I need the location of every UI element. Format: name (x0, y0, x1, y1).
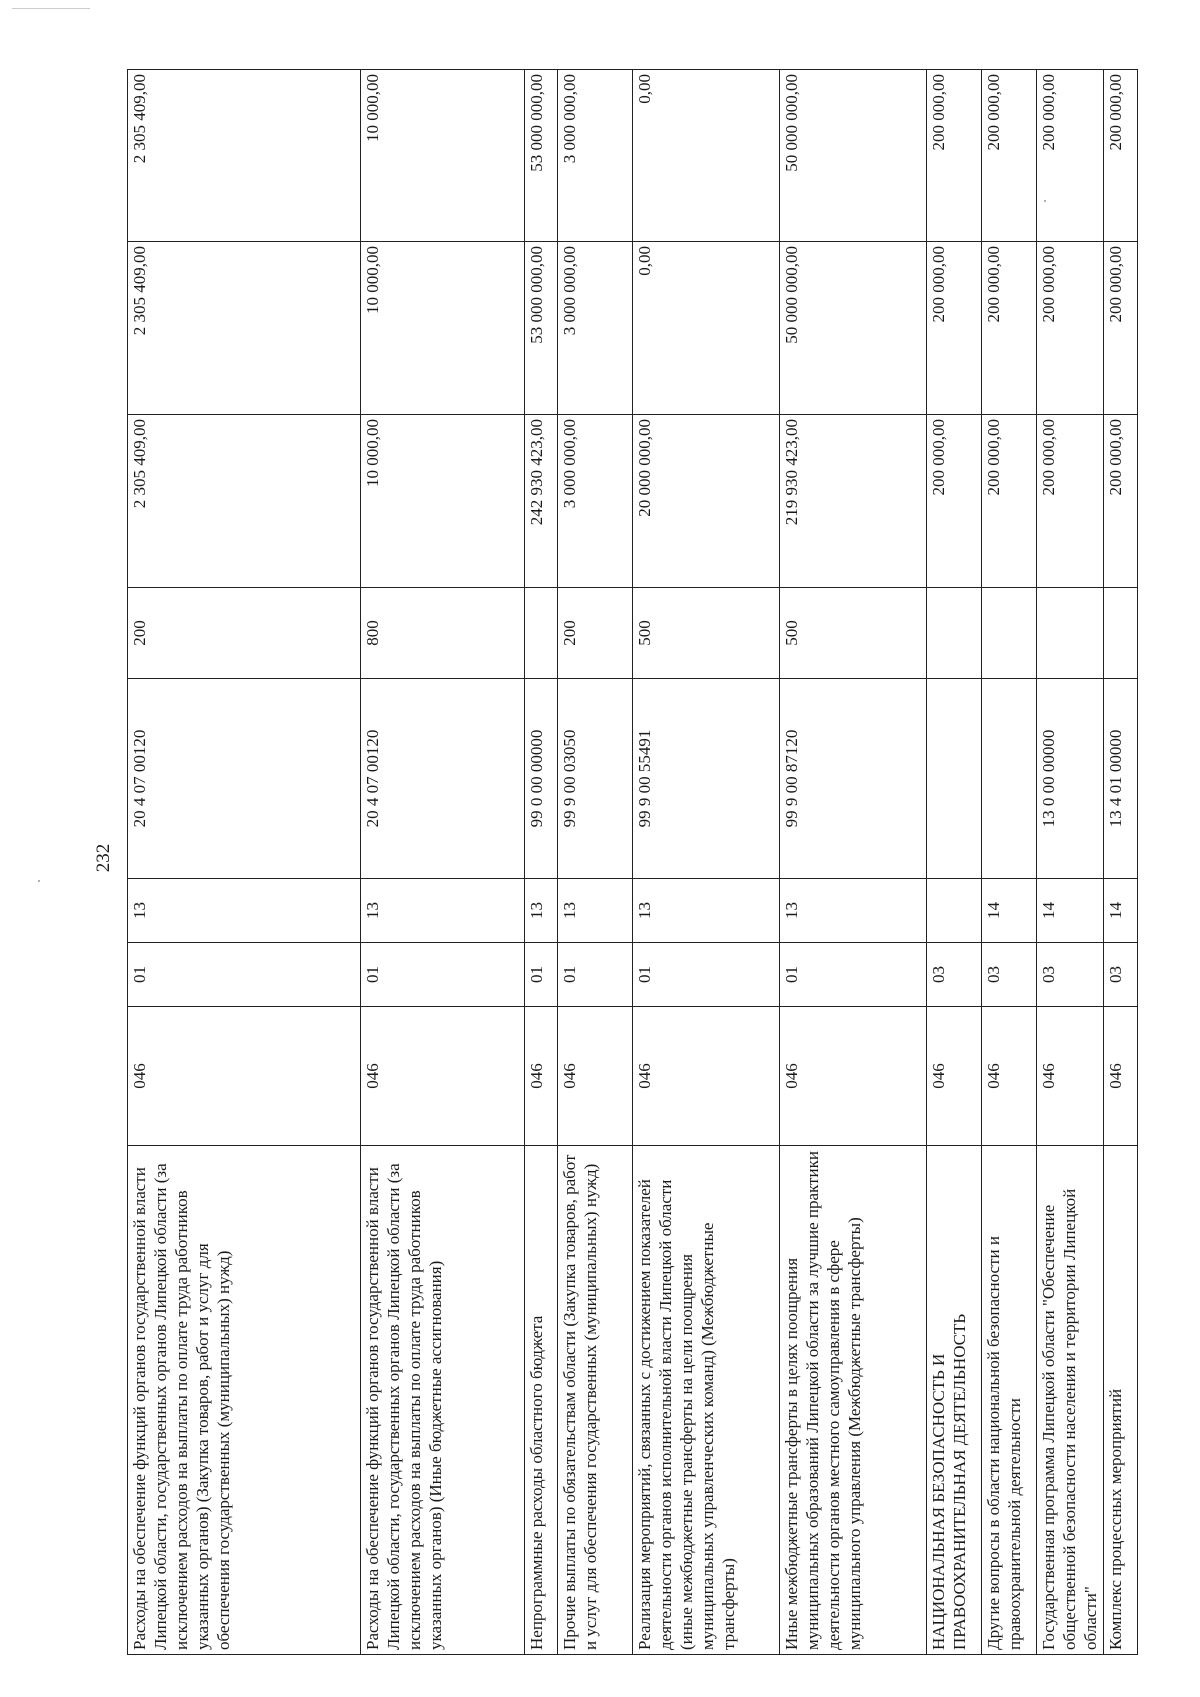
table-row (128, 70, 361, 1655)
rotated-page (127, 70, 1125, 1655)
target-article-cell (927, 679, 982, 879)
ministry-code-cell: 046 (525, 1007, 558, 1146)
table-body (128, 70, 1138, 1655)
target-article-cell: 99 9 00 55491 (633, 679, 780, 879)
expense-type-cell (525, 588, 558, 679)
sum-year-3-cell: 0,00 (633, 70, 780, 242)
sum-year-1-cell: 10 000,00 (361, 415, 525, 588)
table-row (927, 70, 982, 1655)
sum-year-2-cell: 10 000,00 (361, 242, 525, 415)
sum-year-1-cell: 200 000,00 (1037, 415, 1104, 588)
sum-year-2-cell: 200 000,00 (1104, 242, 1138, 415)
budget-table (127, 69, 1138, 1655)
target-article-cell: 99 9 00 03050 (558, 679, 633, 879)
expense-type-cell (1037, 588, 1104, 679)
sum-year-3-cell: 200 000,00 (927, 70, 982, 242)
scan-mark (12, 8, 90, 9)
description-cell: НАЦИОНАЛЬНАЯ БЕЗОПАСНОСТЬ И ПРАВООХРАНИТЕЛЬНАЯ ДЕЯТЕЛЬНОСТЬ (927, 1146, 982, 1655)
expense-type-cell: 800 (361, 588, 525, 679)
expense-type-cell (982, 588, 1037, 679)
section-code-cell: 03 (982, 943, 1037, 1007)
subsection-code-cell: 13 (128, 879, 361, 943)
description-cell: Прочие выплаты по обязательствам области (Закупка товаров, работ и услуг для обеспечения государственных (муниципальных) нужд) (558, 1146, 633, 1655)
sum-year-1-cell: 200 000,00 (1104, 415, 1138, 588)
sum-year-1-cell: 20 000 000,00 (633, 415, 780, 588)
sum-year-1-cell: 2 305 409,00 (128, 415, 361, 588)
table-row (1104, 70, 1138, 1655)
expense-type-cell: 200 (128, 588, 361, 679)
section-code-cell: 01 (558, 943, 633, 1007)
sum-year-1-cell: 200 000,00 (982, 415, 1037, 588)
sum-year-3-cell: 2 305 409,00 (128, 70, 361, 242)
target-article-cell (982, 679, 1037, 879)
sum-year-1-cell: 200 000,00 (927, 415, 982, 588)
target-article-cell: 13 0 00 00000 (1037, 679, 1104, 879)
section-code-cell: 01 (525, 943, 558, 1007)
section-code-cell: 01 (128, 943, 361, 1007)
sum-year-1-cell: 3 000 000,00 (558, 415, 633, 588)
ministry-code-cell: 046 (927, 1007, 982, 1146)
section-code-cell: 01 (361, 943, 525, 1007)
ministry-code-cell: 046 (633, 1007, 780, 1146)
description-cell: Реализация мероприятий, связанных с достижением показателей деятельности органов исполнительной власти Липецкой области (иные межбюджетные трансферты на цели поощрения муниципальных управленческих команд) (Межбюджетные трансферты) (633, 1146, 780, 1655)
subsection-code-cell (927, 879, 982, 943)
expense-type-cell: 500 (780, 588, 927, 679)
table-row (633, 70, 780, 1655)
sum-year-3-cell: 50 000 000,00 (780, 70, 927, 242)
subsection-code-cell: 14 (982, 879, 1037, 943)
table-row (982, 70, 1037, 1655)
sum-year-2-cell: 0,00 (633, 242, 780, 415)
subsection-code-cell: 13 (558, 879, 633, 943)
ministry-code-cell: 046 (1037, 1007, 1104, 1146)
target-article-cell: 20 4 07 00120 (128, 679, 361, 879)
section-code-cell: 03 (1104, 943, 1138, 1007)
subsection-code-cell: 13 (361, 879, 525, 943)
sum-year-2-cell: 200 000,00 (1037, 242, 1104, 415)
sum-year-2-cell: 53 000 000,00 (525, 242, 558, 415)
sum-year-3-cell: 200 000,00 (1104, 70, 1138, 242)
section-code-cell: 01 (633, 943, 780, 1007)
section-code-cell: 03 (927, 943, 982, 1007)
sum-year-1-cell: 219 930 423,00 (780, 415, 927, 588)
section-code-cell: 01 (780, 943, 927, 1007)
subsection-code-cell: 13 (780, 879, 927, 943)
sum-year-2-cell: 3 000 000,00 (558, 242, 633, 415)
subsection-code-cell: 14 (1104, 879, 1138, 943)
subsection-code-cell: 13 (525, 879, 558, 943)
expense-type-cell: 500 (633, 588, 780, 679)
table-row (780, 70, 927, 1655)
table-row (361, 70, 525, 1655)
page-number: 232 (93, 843, 114, 873)
description-cell: Расходы на обеспечение функций органов государственной власти Липецкой области, государственных органов Липецкой области (за исключением расходов на выплаты по оплате труда работников указанных органов) (Закупка товаров, работ и услуг для обеспечения государственных (муниципальных) нужд) (128, 1146, 361, 1655)
sum-year-1-cell: 242 930 423,00 (525, 415, 558, 588)
sum-year-2-cell: 50 000 000,00 (780, 242, 927, 415)
description-cell: Другие вопросы в области национальной безопасности и правоохранительной деятельности (982, 1146, 1037, 1655)
sum-year-3-cell: 200 000,00 (1037, 70, 1104, 242)
ministry-code-cell: 046 (361, 1007, 525, 1146)
expense-type-cell (1104, 588, 1138, 679)
description-cell: Иные межбюджетные трансферты в целях поощрения муниципальных образований Липецкой области за лучшие практики деятельности органов местного самоуправления в сфере муниципального управления (Межбюджетные трансферты) (780, 1146, 927, 1655)
sum-year-2-cell: 2 305 409,00 (128, 242, 361, 415)
target-article-cell: 99 9 00 87120 (780, 679, 927, 879)
description-cell: Непрограммные расходы областного бюджета (525, 1146, 558, 1655)
subsection-code-cell: 14 (1037, 879, 1104, 943)
sum-year-3-cell: 3 000 000,00 (558, 70, 633, 242)
sum-year-2-cell: 200 000,00 (982, 242, 1037, 415)
target-article-cell: 99 0 00 00000 (525, 679, 558, 879)
scan-speck (38, 880, 40, 882)
description-cell: Расходы на обеспечение функций органов государственной власти Липецкой области, государственных органов Липецкой области (за исключением расходов на выплаты по оплате труда работников указанных органов) (Иные бюджетные ассигнования) (361, 1146, 525, 1655)
subsection-code-cell: 13 (633, 879, 780, 943)
expense-type-cell (927, 588, 982, 679)
sum-year-3-cell: 200 000,00 (982, 70, 1037, 242)
section-code-cell: 03 (1037, 943, 1104, 1007)
ministry-code-cell: 046 (780, 1007, 927, 1146)
description-cell: Комплекс процессных мероприятий (1104, 1146, 1138, 1655)
sum-year-3-cell: 10 000,00 (361, 70, 525, 242)
ministry-code-cell: 046 (558, 1007, 633, 1146)
ministry-code-cell: 046 (128, 1007, 361, 1146)
table-row (525, 70, 558, 1655)
sum-year-3-cell: 53 000 000,00 (525, 70, 558, 242)
table-row (558, 70, 633, 1655)
ministry-code-cell: 046 (1104, 1007, 1138, 1146)
expense-type-cell: 200 (558, 588, 633, 679)
target-article-cell: 20 4 07 00120 (361, 679, 525, 879)
sum-year-2-cell: 200 000,00 (927, 242, 982, 415)
ministry-code-cell: 046 (982, 1007, 1037, 1146)
description-cell: Государственная программа Липецкой области "Обеспечение общественной безопасности населения и территории Липецкой области" (1037, 1146, 1104, 1655)
table-row (1037, 70, 1104, 1655)
target-article-cell: 13 4 01 00000 (1104, 679, 1138, 879)
